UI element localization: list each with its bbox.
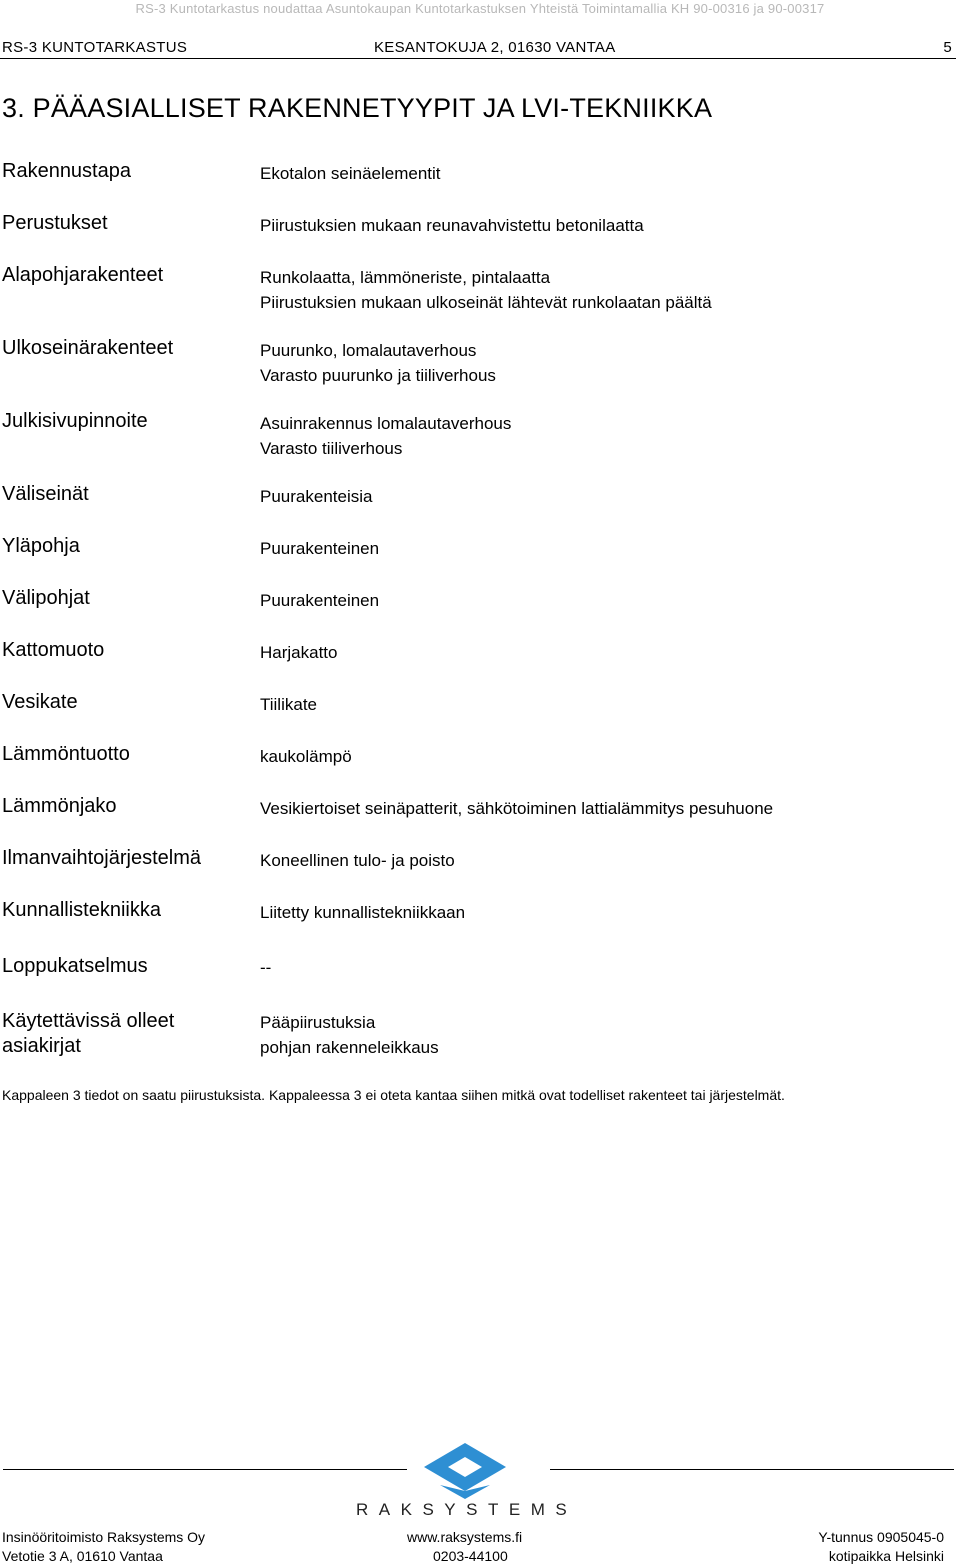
row-value-lammonjako [260,796,773,821]
row-value-rakennustapa [260,161,441,186]
documents-label-line: asiakirjat [2,1035,81,1057]
row-value-line: Harjakatto [260,643,338,662]
row-label-julkisivupinnoite: Julkisivupinnoite [2,410,148,432]
row-value-ilmanvaihtojarjestelma [260,848,455,873]
row-label-kunnallistekniikka: Kunnallistekniikka [2,899,161,921]
row-value-line: Puurakenteinen [260,591,380,610]
documents-label-line: Käytettävissä olleet [2,1010,175,1032]
documents-value [260,1010,439,1060]
row-label-valipohjat: Välipohjat [2,587,90,609]
row-value-perustukset [260,213,644,238]
row-value-line: Asuinrakennus lomalautaverhous [260,414,512,433]
row-value-line: Koneellinen tulo- ja poisto [260,851,455,870]
row-value-loppukatselmus [260,955,271,980]
row-label-rakennustapa: Rakennustapa [2,160,131,182]
header-divider [0,58,956,59]
row-value-line: Puurakenteinen [260,539,380,558]
row-label-lammonjako: Lämmönjako [2,795,117,817]
page-number: 5 [943,39,952,56]
raksystems-logo-icon [420,1441,510,1499]
row-value-kattomuoto [260,640,337,665]
row-value-line: -- [260,958,272,977]
footer-business-id: Y-tunnus 0905045-0 [818,1529,944,1545]
report-type: RS-3 KUNTOTARKASTUS [2,39,188,56]
row-label-kattomuoto: Kattomuoto [2,639,105,661]
footer-web-link[interactable]: www.raksystems.fi [407,1529,523,1545]
documents-value-line: Pääpiirustuksia [260,1013,376,1032]
row-value-line: Tiilikate [260,695,317,714]
row-value-vesikate [260,692,317,717]
row-value-line: Runkolaatta, lämmöneriste, pintalaatta [260,268,551,287]
row-value-line: Varasto tiiliverhous [260,439,403,458]
row-label-ylapohja: Yläpohja [2,535,80,557]
row-label-lammontuotto: Lämmöntuotto [2,743,130,765]
row-label-ulkoseinarakenteet: Ulkoseinärakenteet [2,337,174,359]
documents-label [2,1009,174,1059]
source-note: Kappaleen 3 tiedot on saatu piirustuksista. Kappaleessa 3 ei oteta kantaa siihen mitkä ovat todelliset rakenteet tai järjestelmät. [2,1087,785,1103]
row-value-valipohjat [260,588,379,613]
row-label-ilmanvaihtojarjestelma: Ilmanvaihtojärjestelmä [2,847,201,869]
row-value-line: Ekotalon seinäelementit [260,164,441,183]
row-value-line: Varasto puurunko ja tiiliverhous [260,366,496,385]
row-value-valiseinat [260,484,372,509]
row-label-alapohjarakenteet: Alapohjarakenteet [2,264,164,286]
brand-wordmark: RAKSYSTEMS [356,1500,578,1519]
row-label-perustukset: Perustukset [2,212,108,234]
row-value-lammontuotto [260,744,352,769]
row-label-vesikate: Vesikate [2,691,78,713]
row-value-line: Puurakenteisia [260,487,373,506]
footer-phone: 0203-44100 [433,1548,508,1564]
row-value-ulkoseinarakenteet [260,338,496,388]
row-value-line: Liitetty kunnallistekniikkaan [260,903,466,922]
row-value-alapohjarakenteet [260,265,712,315]
footer-street: Vetotie 3 A, 01610 Vantaa [2,1548,163,1564]
footer-company: Insinööritoimisto Raksystems Oy [2,1529,206,1545]
compliance-banner: RS-3 Kuntotarkastus noudattaa Asuntokaupan Kuntotarkastuksen Yhteistä Toimintamallia KH 90-00316 ja 90-00317 [135,1,825,16]
footer-rule-right [550,1469,954,1470]
footer-domicile: kotipaikka Helsinki [828,1548,944,1564]
property-address: KESANTOKUJA 2, 01630 VANTAA [374,39,616,56]
row-value-line: Piirustuksien mukaan reunavahvistettu betonilaatta [260,216,644,235]
section-title: 3. PÄÄASIALLISET RAKENNETYYPIT JA LVI-TEKNIIKKA [2,93,713,123]
row-label-valiseinat: Väliseinät [2,483,89,505]
row-value-julkisivupinnoite [260,411,511,461]
row-value-line: Vesikiertoiset seinäpatterit, sähkötoiminen lattialämmitys pesuhuone [260,799,774,818]
footer-rule-left [3,1469,407,1470]
row-value-kunnallistekniikka [260,900,465,925]
row-label-loppukatselmus: Loppukatselmus [2,955,148,977]
row-value-line: Puurunko, lomalautaverhous [260,341,477,360]
row-value-line: Piirustuksien mukaan ulkoseinät lähtevät runkolaatan päältä [260,293,712,312]
documents-value-line: pohjan rakenneleikkaus [260,1038,439,1057]
row-value-ylapohja [260,536,379,561]
row-value-line: kaukolämpö [260,747,352,766]
